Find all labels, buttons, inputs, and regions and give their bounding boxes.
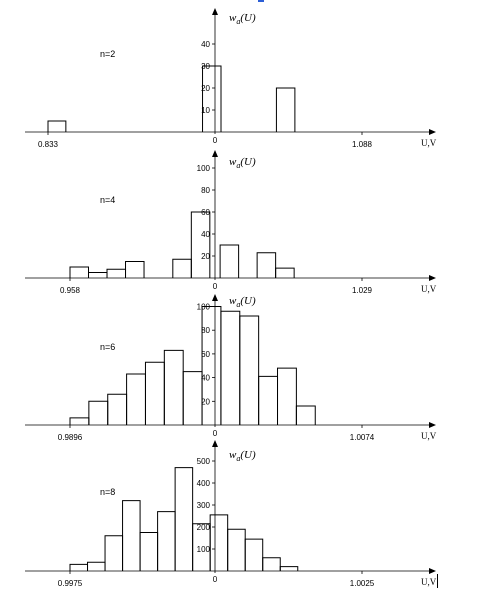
y-tick-label: 200 [196, 523, 210, 532]
y-tick-label: 500 [196, 457, 210, 466]
y-tick-label: 30 [201, 62, 210, 71]
y-tick-label: 20 [201, 84, 210, 93]
panel-n4 [25, 150, 437, 295]
y-axis-arrow [212, 294, 218, 301]
x-min-label: 0.9975 [57, 579, 83, 588]
histogram-bar [107, 269, 126, 278]
y-tick-label: 40 [201, 373, 210, 383]
y-axis-arrow [212, 440, 218, 447]
x-min-label: 0.9896 [57, 433, 83, 442]
series-label: n=8 [100, 487, 116, 497]
histogram-bar [245, 539, 263, 571]
y-axis-label: $w_a(U)$ [229, 12, 256, 26]
histogram-bar [127, 374, 146, 425]
histogram-bar [183, 372, 202, 425]
histogram-bar [140, 533, 158, 572]
panel-n6 [25, 294, 437, 442]
x-axis-label: U,V [421, 431, 437, 441]
x-axis-arrow [429, 275, 436, 281]
y-axis-arrow [212, 8, 218, 15]
panel-n2 [25, 8, 437, 149]
panel-n8 [25, 440, 437, 588]
x-max-label: 1.029 [351, 286, 373, 295]
y-tick-label: 400 [196, 479, 210, 488]
y-axis-label: $w_a(U)$ [229, 295, 256, 309]
text-cursor [437, 574, 438, 588]
x-max-label: 1.088 [351, 140, 373, 149]
y-tick-label: 20 [201, 397, 210, 407]
histogram-bar [164, 350, 183, 425]
x-axis-label: U,V [421, 138, 437, 148]
histogram-bar [220, 245, 239, 278]
y-tick-label: 40 [201, 40, 210, 49]
origin-label: 0 [212, 282, 218, 291]
y-tick-label: 60 [201, 208, 210, 217]
histogram-bar [278, 368, 297, 425]
y-tick-label: 100 [196, 302, 210, 312]
histogram-bar [280, 567, 298, 571]
histogram-bar [240, 316, 259, 425]
series-label: n=6 [100, 342, 116, 352]
x-min-label: 0.833 [37, 140, 59, 149]
y-tick-label: 100 [196, 545, 210, 554]
histogram-bar [70, 267, 89, 278]
histogram-bar [221, 311, 240, 425]
blue-marker [258, 0, 264, 2]
y-tick-label: 80 [201, 326, 210, 336]
y-tick-label: 40 [201, 230, 210, 239]
histogram-bar [276, 88, 294, 132]
y-tick-label: 300 [196, 501, 210, 510]
histogram-bar [70, 564, 88, 571]
histogram-bar [123, 501, 141, 571]
histogram-bar [126, 262, 145, 279]
x-max-label: 1.0074 [349, 433, 375, 442]
histogram-bar [175, 468, 193, 571]
histogram-bar [276, 268, 295, 278]
x-axis-label: U,V [421, 577, 437, 587]
x-axis-arrow [429, 422, 436, 428]
histogram-bar [263, 558, 281, 571]
histogram-bar [48, 121, 66, 132]
histogram-bar [203, 66, 221, 132]
histogram-bar [257, 253, 276, 278]
series-label: n=4 [100, 195, 116, 205]
histogram-bar [210, 515, 228, 571]
histogram-bar [89, 273, 108, 279]
y-tick-label: 20 [201, 252, 210, 261]
histogram-bar [296, 406, 315, 425]
y-tick-label: 100 [196, 164, 210, 173]
y-tick-label: 60 [201, 349, 210, 359]
y-tick-label: 10 [201, 106, 210, 115]
histogram-bar [105, 536, 123, 571]
series-label: n=2 [100, 49, 116, 59]
y-tick-label: 80 [201, 186, 210, 195]
histogram-bar [202, 307, 221, 426]
x-axis-arrow [429, 568, 436, 574]
histogram-bar [259, 376, 278, 425]
histogram-bar [108, 394, 127, 425]
x-axis-arrow [429, 129, 436, 135]
origin-label: 0 [212, 575, 218, 584]
histogram-bar [228, 529, 246, 571]
histogram-bar [173, 259, 192, 278]
x-min-label: 0.958 [59, 286, 81, 295]
y-axis-label: $w_a(U)$ [229, 156, 256, 170]
histogram-bar [145, 362, 164, 425]
histogram-bar [158, 512, 176, 571]
histogram-bar [191, 212, 210, 278]
histogram-bar [88, 562, 106, 571]
x-max-label: 1.0025 [349, 579, 375, 588]
y-axis-label: $w_a(U)$ [229, 449, 256, 463]
x-axis-label: U,V [421, 284, 437, 294]
histogram-bar [89, 401, 108, 425]
origin-label: 0 [212, 136, 218, 145]
y-axis-arrow [212, 150, 218, 157]
origin-label: 0 [212, 429, 218, 438]
histogram-bar [70, 418, 89, 425]
